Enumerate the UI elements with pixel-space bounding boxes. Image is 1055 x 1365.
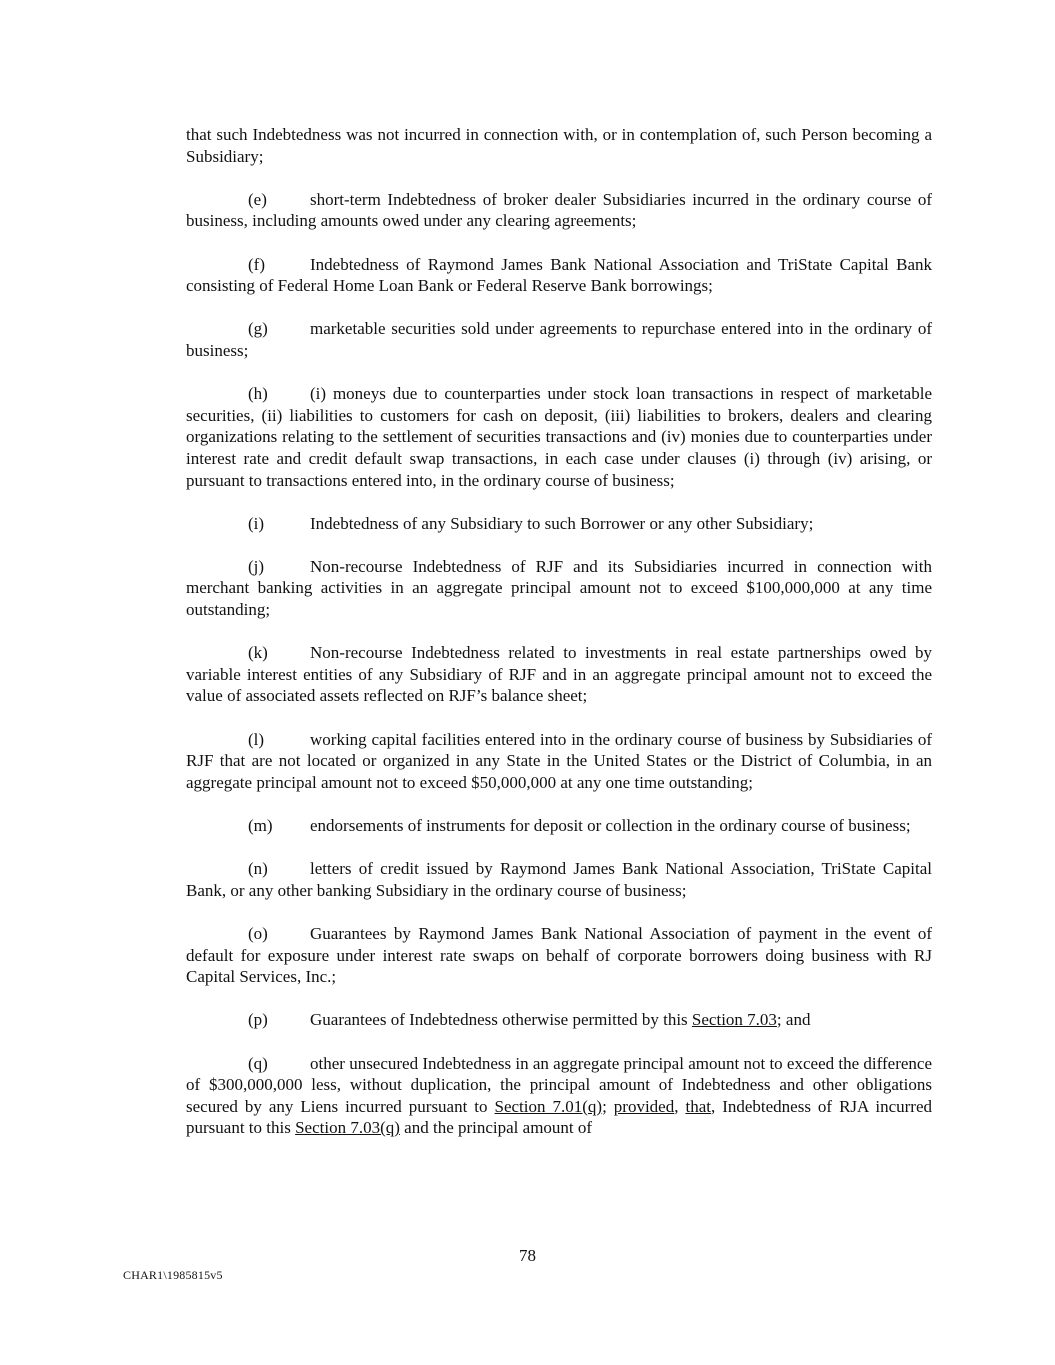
clause-text: , [674, 1096, 686, 1116]
clause-text: marketable securities sold under agreements to repurchase entered into in the ordinary of business; [186, 319, 932, 360]
clause-i [186, 513, 932, 535]
clause-text: Indebtedness of any Subsidiary to such Borrower or any other Subsidiary; [310, 513, 814, 533]
clause-text: short-term Indebtedness of broker dealer Subsidiaries incurred in the ordinary course of business, including amounts owed under any clearing agreements; [186, 189, 932, 231]
clause-text: (i) moneys due to counterparties under stock loan transactions in respect of marketable securities, (ii) liabilities to customers for cash on deposit, (iii) liabilities to brokers, dealers and clearing organizations relating to the settlement of securities transactions and (iv) monies due to counterparties under interest rate and credit default swap transactions, in each case under clauses (i) through (iv) arising, or pursuant to transactions entered into, in the ordinary course of business; [186, 384, 932, 490]
clause-label: (e) [248, 189, 267, 209]
clause-q [186, 1053, 932, 1139]
clause-text: Non-recourse Indebtedness of RJF and its Subsidiaries incurred in connection with merchant banking activities in an aggregate principal amount not to exceed $100,000,000 at any time outstanding; [186, 556, 932, 620]
clause-text: , Indebtedness of RJA incurred pursuant to this [186, 1096, 932, 1138]
clause-label: (h) [248, 384, 268, 404]
page-number: 78 [519, 1246, 536, 1265]
clause-o [186, 923, 932, 988]
clause-label: (f) [248, 254, 265, 274]
clause-text: letters of credit issued by Raymond James Bank National Association, TriState Capital Bank, or any other banking Subsidiary in the ordinary course of business; [186, 859, 932, 900]
clause-l [186, 729, 932, 794]
clause-text: endorsements of instruments for deposit or collection in the ordinary course of business; [310, 816, 911, 835]
clause-label: (j) [248, 556, 265, 576]
clause-h [186, 383, 932, 491]
clause-text: and the principal amount of [399, 1118, 593, 1138]
clause-text: ; [602, 1096, 614, 1116]
provided-term: provided [613, 1096, 675, 1116]
clause-label: (k) [248, 643, 268, 663]
clause-label: (m) [248, 816, 273, 835]
clause-n [186, 858, 932, 901]
page-body [186, 124, 932, 1139]
clause-g [186, 318, 932, 361]
clause-label: (o) [248, 923, 268, 943]
clause-label: (p) [248, 1010, 268, 1030]
clause-text: Guarantees of Indebtedness otherwise permitted by this [310, 1010, 692, 1030]
clause-label: (g) [248, 319, 268, 339]
clause-k [186, 642, 932, 707]
clause-text-tail: ; and [776, 1010, 811, 1030]
section-reference-link[interactable]: Section 7.03(q) [295, 1118, 400, 1138]
clause-text: working capital facilities entered into in the ordinary course of business by Subsidiaries of RJF that are not located or organized in any State in the United States or the District of Columbia, in an aggregate principal amount not to exceed $50,000,000 at any one time outstanding; [186, 729, 932, 792]
clause-label: (q) [248, 1053, 268, 1073]
continuation-paragraph: that such Indebtedness was not incurred in connection with, or in contemplation of, such Person becoming a Subsidiary; [186, 125, 932, 166]
document-id: CHAR1\1985815v5 [123, 1268, 223, 1282]
clause-j [186, 556, 932, 621]
clause-label: (i) [248, 513, 265, 533]
clause-text: Non-recourse Indebtedness related to investments in real estate partnerships owed by variable interest entities of any Subsidiary of RJF and in an aggregate principal amount not to exceed the value of associated assets reflected on RJF’s balance sheet; [186, 643, 932, 706]
clause-f [186, 254, 932, 297]
section-reference-link[interactable]: Section 7.03 [691, 1010, 777, 1030]
clause-p [186, 1009, 932, 1031]
clause-label: (n) [248, 859, 268, 879]
clause-e [186, 189, 932, 232]
clause-m [186, 815, 932, 837]
section-reference-link[interactable]: Section 7.01(q) [494, 1096, 603, 1116]
clause-text: other unsecured Indebtedness in an aggregate principal amount not to exceed the difference of $300,000,000 less, without duplication, the principal amount of Indebtedness and other obligations secured by any Liens incurred pursuant to [186, 1053, 932, 1116]
clause-label: (l) [248, 729, 265, 749]
clause-text: Guarantees by Raymond James Bank National Association of payment in the event of default for exposure under interest rate swaps on behalf of corporate borrowers doing business with RJ Capital Services, Inc.; [186, 923, 932, 987]
clause-text: Indebtedness of Raymond James Bank National Association and TriState Capital Bank consisting of Federal Home Loan Bank or Federal Reserve Bank borrowings; [186, 254, 932, 296]
that-term: that [685, 1096, 711, 1116]
